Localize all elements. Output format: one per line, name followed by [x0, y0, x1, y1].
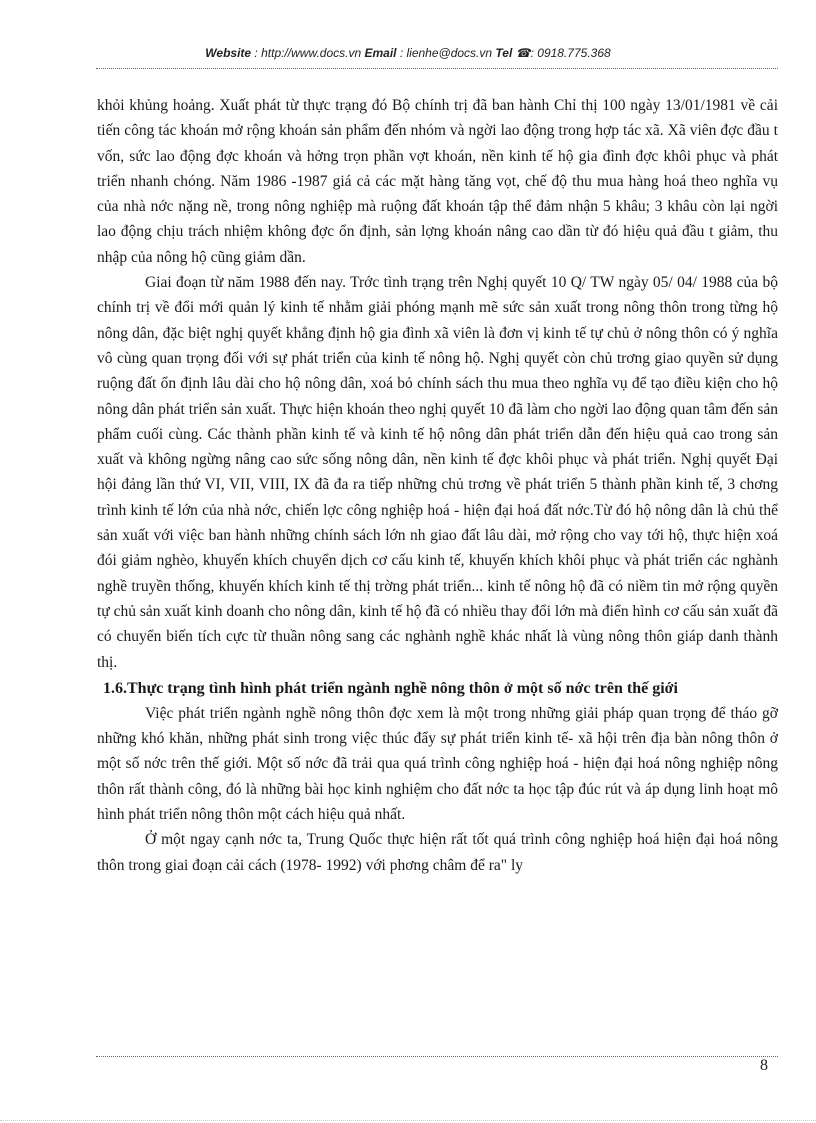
tel-label: Tel: [495, 46, 513, 60]
section-heading: 1.6.Thực trạng tình hình phát triển ngành nghề nông thôn ở một số nớc trên thế giới: [103, 679, 678, 697]
phone-icon: ☎: [515, 46, 531, 60]
paragraph-1: khỏi khủng hoảng. Xuất phát từ thực trạng đó Bộ chính trị đã ban hành Chỉ thị 100 ngày 13/01/1981 về cải tiến công tác khoán mở rộng khoán sản phẩm đến nhóm và ngời lao động trong hợp tác xã. Xã viên đợc đầu t vốn, sức lao động đợc khoán và hởng trọn phần vợt khoán, nền kinh tế hộ gia đình đợc khôi phục và phát triển nhanh chóng. Năm 1986 -1987 giá cả các mặt hàng tăng vọt, chế độ thu mua hàng hoá theo nghĩa vụ của nhà nớc nặng nề, trong nông nghiệp mà ruộng đất khoán tập thể đảm nhận 5 khâu; 3 khâu còn lại ngời lao động chịu trách nhiệm không đợc ổn định, sản lợng khoán nâng cao dần từ đó hiệu quả đầu t giảm, thu nhập của nông hộ cũng giảm dần.: [97, 97, 778, 266]
header-divider: [96, 68, 778, 69]
paragraph-2: Giai đoạn từ năm 1988 đến nay. Trớc tình trạng trên Nghị quyết 10 Q/ TW ngày 05/ 04/ 1988 của bộ chính trị về đổi mới quản lý kinh tế nhằm giải phóng mạnh mẽ sức sản xuất trong nông thôn trong từng hộ nông dân, đặc biệt nghị quyết khẳng định hộ gia đình xã viên là đơn vị kinh tế tự chủ ở nông thôn có ý nghĩa vô cùng quan trọng đối với sự phát triển của kinh tế nông hộ. Nghị quyết còn chủ trơng giao quyền sử dụng ruộng đất ổn định lâu dài cho hộ nông dân, xoá bỏ chính sách thu mua theo nghĩa vụ để tạo điều kiện cho hộ nông dân phát triển sản xuất. Thực hiện khoán theo nghị quyết 10 đã làm cho ngời lao động quan tâm đến sản phẩm cuối cùng. Các thành phần kinh tế và kinh tế hộ nông dân phát triển dẫn đến hiệu quả cao trong sản xuất và không ngừng nâng cao sức sống nông dân, nền kinh tế đợc khôi phục và phát triển. Nghị quyết Đại hội đảng lần thứ VI, VII, VIII, IX đã đa ra tiếp những chủ trơng về phát triển 5 thành phần kinh tế, 3 chơng trình kinh tế lớn của nhà nớc, chiến lợc công nghiệp hoá - hiện đại hoá đất nớc.Từ đó hộ nông dân là chủ thể sản xuất với việc ban hành những chính sách lớn nh giao đất lâu dài, mở rộng cho vay tới hộ, thực hiện xoá đói giảm nghèo, khuyến khích chuyển dịch cơ cấu kinh tế, khuyến khích khôi phục và phát triển các nghành nghề truyền thống, khuyến khích kinh tế thị trờng phát triển... kinh tế nông hộ đã có niềm tin mở rộng quyền tự chủ sản xuất kinh doanh cho nông dân, kinh tế hộ đã có nhiều thay đổi lớn mà điển hình cơ cấu sản xuất đã có chuyển biến tích cực từ thuần nông sang các nghành nghề khác nhất là vùng nông thôn giáp danh thành thị.: [97, 274, 778, 671]
website-label: Website: [205, 46, 252, 60]
website-value: : http://www.docs.vn: [251, 46, 365, 60]
paragraph-3: Việc phát triển ngành nghề nông thôn đợc xem là một trong những giải pháp quan trọng để tháo gỡ những khó khăn, những phát sinh trong việc thúc đẩy sự phát triển kinh tế- xã hội trên địa bàn nông thôn ở một số nớc trên thế giới. Một số nớc đã trải qua quá trình công nghiệp hoá - hiện đại hoá nông nghiệp nông thôn rất thành công, đó là những bài học kinh nghiệm cho đất nớc ta học tập đúc rút và áp dụng linh hoạt mô hình phát triển nông thôn một cách hiệu quả nhất.: [97, 704, 778, 824]
footer-divider: [96, 1056, 778, 1057]
page-content: [97, 93, 778, 878]
paragraph-4: Ở một ngay cạnh nớc ta, Trung Quốc thực hiện rất tốt quá trình công nghiệp hoá hiện đại hoá nông thôn trong giai đoạn cải cách (1978- 1992) với phơng châm để ra" ly: [97, 831, 778, 874]
email-value: : lienhe@docs.vn: [396, 46, 496, 60]
page-header: [0, 46, 816, 60]
page-number: 8: [760, 1057, 768, 1074]
tel-value: : 0918.775.368: [530, 46, 611, 60]
email-label: Email: [364, 46, 397, 60]
page-bottom-border: [0, 1120, 816, 1121]
